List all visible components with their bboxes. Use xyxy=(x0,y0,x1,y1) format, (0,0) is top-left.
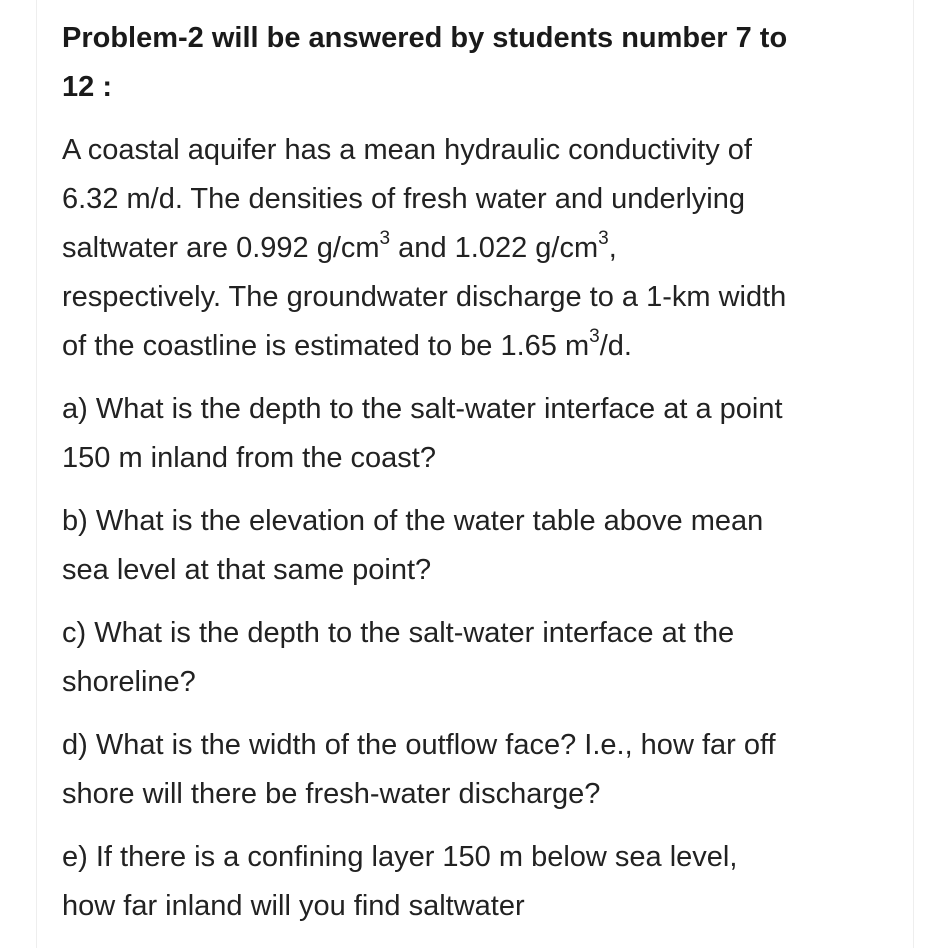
statement-line-1: A coastal aquifer has a mean hydraulic conductivity of xyxy=(62,134,752,166)
question-line: 150 m inland from the coast? xyxy=(62,442,436,474)
superscript: 3 xyxy=(589,326,600,348)
question-line: shore will there be fresh-water discharge? xyxy=(62,778,601,810)
question-line: shoreline? xyxy=(62,666,196,698)
question-line: d) What is the width of the outflow face? I.e., how far off xyxy=(62,729,776,761)
question-a xyxy=(62,385,904,483)
statement-text: of the coastline is estimated to be 1.65 m xyxy=(62,330,590,362)
question-line: sea level at that same point? xyxy=(62,554,432,586)
statement-line-3 xyxy=(62,228,617,264)
superscript: 3 xyxy=(598,228,609,250)
statement-line-2: 6.32 m/d. The densities of fresh water and underlying xyxy=(62,183,745,215)
statement-text: , xyxy=(608,232,617,264)
statement-text: /d. xyxy=(599,330,632,362)
problem-statement xyxy=(62,126,904,371)
heading-line-2: 12 : xyxy=(62,71,112,103)
statement-text: saltwater are 0.992 g/cm xyxy=(62,232,380,264)
question-e xyxy=(62,833,904,931)
left-edge-divider xyxy=(36,0,37,948)
right-edge-divider xyxy=(913,0,914,948)
superscript: 3 xyxy=(379,228,391,250)
question-line: b) What is the elevation of the water table above mean xyxy=(62,505,764,537)
problem-heading xyxy=(62,14,904,112)
problem-content xyxy=(62,14,904,931)
question-c xyxy=(62,609,904,707)
question-b xyxy=(62,497,904,595)
heading-line-1: Problem-2 will be answered by students number 7 to xyxy=(62,22,788,54)
question-d xyxy=(62,721,904,819)
question-line: a) What is the depth to the salt-water interface at a point xyxy=(62,393,783,425)
statement-line-5 xyxy=(62,326,632,362)
question-line: e) If there is a confining layer 150 m below sea level, xyxy=(62,841,738,873)
question-line: c) What is the depth to the salt-water interface at the xyxy=(62,617,735,649)
question-line: how far inland will you find saltwater xyxy=(62,890,525,922)
statement-text: and 1.022 g/cm xyxy=(390,232,599,264)
statement-line-4: respectively. The groundwater discharge to a 1-km width xyxy=(62,281,787,313)
